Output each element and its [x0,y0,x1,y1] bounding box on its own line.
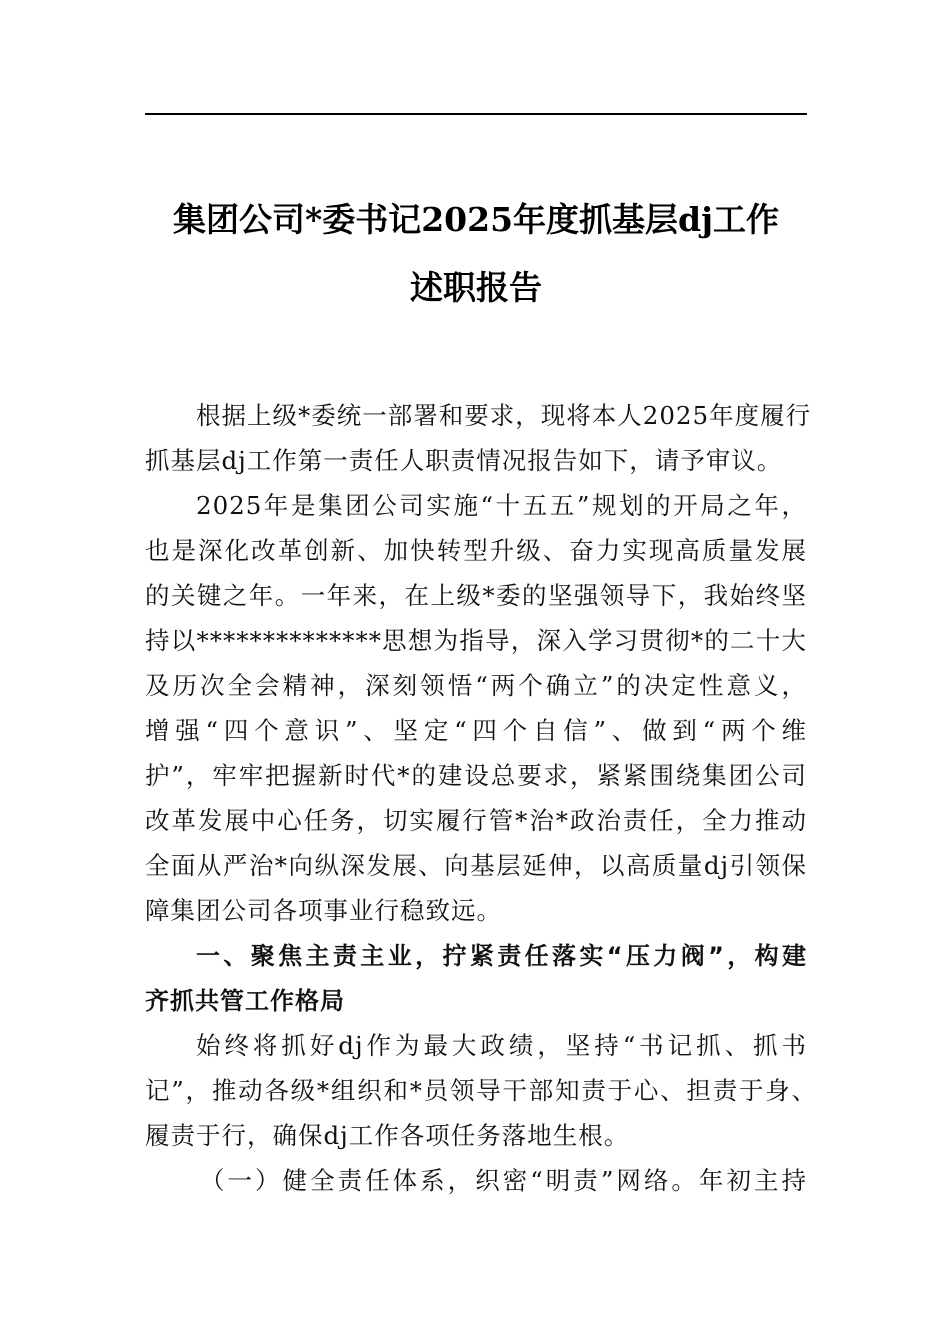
paragraph-1-line-1: 根据上级*委统一部署和要求，现将本人2025年度履行 [196,401,812,430]
section-heading-1-line-2: 齐抓共管工作格局 [145,987,345,1015]
paragraph-4-line-1: （一）健全责任体系，织密“明责”网络。年初主持 [200,1166,807,1195]
paragraph-2-line-4: 持以**************思想为指导，深入学习贯彻*的二十大 [145,626,807,655]
section-heading-1-line-1: 一、聚焦主责主业，拧紧责任落实“压力阀”，构建 [196,942,807,970]
paragraph-2-line-8: 改革发展中心任务，切实履行管*治*政治责任，全力推动 [145,806,807,835]
document-title-line-2: 述职报告 [410,268,542,307]
paragraph-2-line-5: 及历次全会精神，深刻领悟“两个确立”的决定性意义， [145,671,807,700]
paragraph-2-line-10: 障集团公司各项事业行稳致远。 [145,896,502,925]
paragraph-3-line-1: 始终将抓好dj作为最大政绩，坚持“书记抓、抓书 [196,1031,807,1060]
paragraph-2-line-9: 全面从严治*向纵深发展、向基层延伸，以高质量dj引领保 [145,851,807,880]
paragraph-3-line-3: 履责于行，确保dj工作各项任务落地生根。 [145,1121,630,1150]
paragraph-2-line-6: 增强“四个意识”、坚定“四个自信”、做到“两个维 [145,716,807,745]
header-rule [145,113,807,115]
paragraph-2-line-1: 2025年是集团公司实施“十五五”规划的开局之年， [196,491,807,520]
paragraph-2-line-2: 也是深化改革创新、加快转型升级、奋力实现高质量发展 [145,536,807,565]
paragraph-1-line-2: 抓基层dj工作第一责任人职责情况报告如下，请予审议。 [145,446,783,475]
paragraph-3-line-2: 记”，推动各级*组织和*员领导干部知责于心、担责于身、 [145,1076,817,1105]
paragraph-2-line-7: 护”，牢牢把握新时代*的建设总要求，紧紧围绕集团公司 [145,761,807,790]
document-title-line-1: 集团公司*委书记2025年度抓基层dj工作 [172,200,780,239]
paragraph-2-line-3: 的关键之年。一年来，在上级*委的坚强领导下，我始终坚 [145,581,807,610]
